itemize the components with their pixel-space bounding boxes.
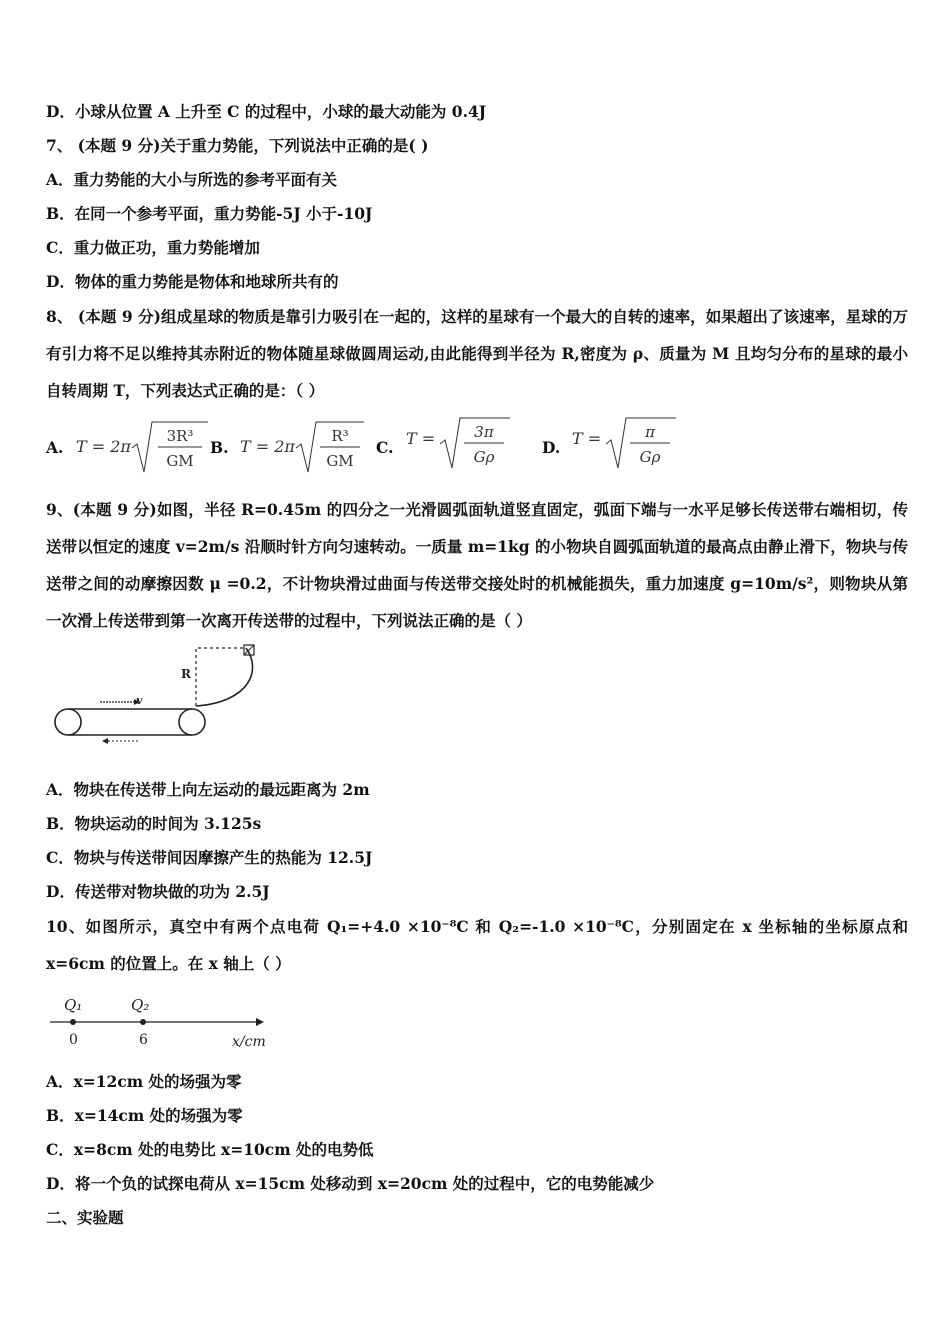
q1-label: Q₁: [64, 996, 83, 1014]
tick-0: 0: [69, 1032, 78, 1048]
q9-option-d: D．传送带对物块做的功为 2.5J: [46, 882, 270, 901]
q9-option-c: C．物块与传送带间因摩擦产生的热能为 12.5J: [46, 848, 373, 867]
q7-option-a: A．重力势能的大小与所选的参考平面有关: [46, 170, 338, 189]
formula-num: 3R³: [166, 427, 194, 445]
axis-label: x/cm: [232, 1034, 266, 1050]
velocity-label: v: [136, 694, 143, 707]
q10-option-c: C．x=8cm 处的电势比 x=10cm 处的电势低: [46, 1140, 374, 1159]
formula-den: GM: [326, 452, 354, 470]
q10-option-a: A．x=12cm 处的场强为零: [46, 1072, 242, 1091]
formula-den: GM: [166, 452, 194, 470]
formula-num: 3π: [474, 423, 494, 441]
formula-coef: T =: [572, 429, 602, 448]
q8-option-a-formula: [74, 414, 214, 478]
q7-option-b: B．在同一个参考平面，重力势能-5J 小于-10J: [46, 204, 373, 223]
q8-option-b-label: B.: [210, 438, 229, 457]
q2-label: Q₂: [131, 996, 150, 1014]
q8-option-b-formula: [238, 414, 378, 478]
q6-option-d: D．小球从位置 A 上升至 C 的过程中，小球的最大动能为 0.4J: [46, 102, 487, 121]
q8-option-d-formula: [570, 414, 690, 478]
q9-option-a: A．物块在传送带上向左运动的最远距离为 2m: [46, 780, 370, 799]
q9-stem: 9、(本题 9 分)如图，半径 R=0.45m 的四分之一光滑圆弧面轨道竖直固定，弧面下端与一水平足够长传送带右端相切，传送带以恒定的速度 v=2m/s 沿顺时针方向匀速转动。一质量 m=1kg 的小物块自圆弧面轨道的最高点由静止滑下，物块与传送带之间的动摩擦因数 μ =0.2，不计物块滑过曲面与传送带交接处时的机械能损失，重力加速度 g=10m/s²，则物块从第一次滑上传送带到第一次离开传送带的过程中，下列说法正确的是（ ）: [46, 500, 908, 630]
formula-num: π: [645, 423, 655, 441]
q10-option-b: B．x=14cm 处的场强为零: [46, 1106, 243, 1125]
formula-coef: T = 2π: [76, 437, 131, 456]
q8-stem: 8、 (本题 9 分)组成星球的物质是靠引力吸引在一起的，这样的星球有一个最大的自转的速率，如果超出了该速率，星球的万有引力将不足以维持其赤附近的物体随星球做圆周运动,由此能得到半径为 R,密度为 ρ、质量为 M 且均匀分布的星球的最小自转周期 T，下列表达式正确的是：（ ）: [46, 307, 908, 400]
q8-option-d-label: D.: [542, 438, 561, 457]
tick-6: 6: [139, 1032, 148, 1048]
q7-stem: 7、 (本题 9 分)关于重力势能，下列说法中正确的是( ): [46, 136, 429, 155]
q8-option-a-label: A.: [46, 438, 64, 457]
q10-option-d: D．将一个负的试探电荷从 x=15cm 处移动到 x=20cm 处的过程中，它的电势能减少: [46, 1174, 655, 1193]
radius-label: R: [181, 667, 191, 681]
q8-option-c-formula: [404, 414, 524, 478]
q9-conveyor-figure: [50, 640, 270, 750]
formula-coef: T =: [406, 429, 436, 448]
q8-option-c-label: C.: [376, 438, 394, 457]
formula-den: Gρ: [639, 448, 661, 466]
q10-axis-figure: [46, 988, 276, 1054]
q10-stem: 10、如图所示，真空中有两个点电荷 Q₁=+4.0 ×10⁻⁸C 和 Q₂=-1.0 ×10⁻⁸C，分别固定在 x 坐标轴的坐标原点和 x=6cm 的位置上。在 x 轴上（ ）: [46, 917, 908, 973]
q8-options: [46, 414, 866, 478]
q9-option-b: B．物块运动的时间为 3.125s: [46, 814, 262, 833]
formula-den: Gρ: [473, 448, 495, 466]
formula-coef: T = 2π: [240, 437, 295, 456]
formula-num: R³: [331, 427, 349, 445]
q7-option-d: D．物体的重力势能是物体和地球所共有的: [46, 272, 339, 291]
q7-option-c: C．重力做正功，重力势能增加: [46, 238, 260, 257]
section-heading: 二、实验题: [46, 1208, 124, 1227]
